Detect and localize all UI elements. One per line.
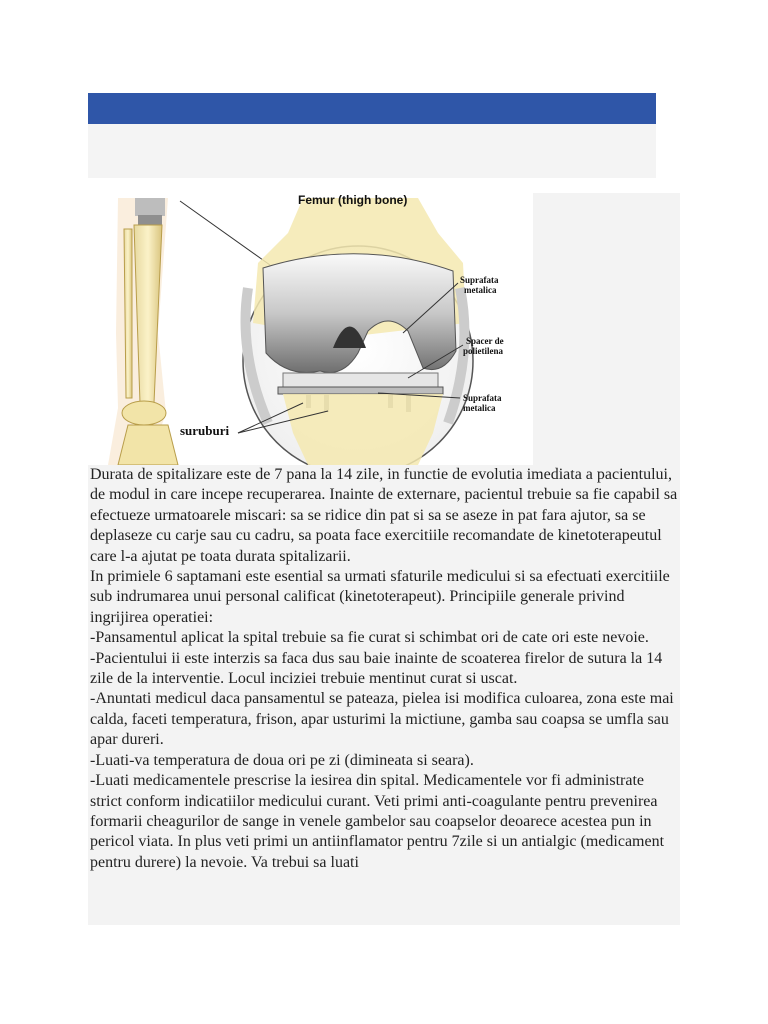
- femur-label: Femur (thigh bone): [298, 193, 408, 207]
- header-band: [88, 124, 656, 178]
- screws-label: suruburi: [180, 423, 230, 438]
- paragraph-first-weeks: In primiele 6 saptamani este esential sa urmati sfaturile medicului si sa efectuati exercitiile sub indrumarea unui personal calificat (kinetoterapeut). Principiile generale privind ingrijirea operatiei:: [90, 568, 670, 626]
- paragraph-shower: -Pacientului ii este interzis sa faca dus sau baie inainte de scoaterea firelor de sutura la 14 zile de la interventie. Locul inciziei trebuie mentinut curat si uscat.: [90, 649, 663, 688]
- knee-implant-figure: [88, 193, 680, 465]
- header-bar: [88, 93, 656, 124]
- article-body: [88, 465, 680, 925]
- paragraph-warning-signs: -Anuntati medicul daca pansamentul se pateaza, pielea isi modifica culoarea, zona este mai calda, faceti temperatura, frison, apar usturimi la mictiune, gamba sau coapsa se umfla sau apar dureri.: [90, 690, 674, 749]
- paragraph-medication: -Luati medicamentele prescrise la iesirea din spital. Medicamentele vor fi administrate strict conform indicatiilor medicului curant. Veti primi anti-coagulante pentru prevenirea formarii cheagurilor de sange in venele gambelor sau coapselor deoarece acestea pun in pericol viata. In plus veti primi un antiinflamator pentru 7zile si un antialgic (medicament pentru durere) la nevoie. Va trebui sa luati: [90, 772, 665, 871]
- paragraph-hospital-stay: Durata de spitalizare este de 7 pana la 14 zile, in functie de evolutia imediata a pacientului, de modul in care incepe recuperarea. Inainte de externare, pacientul trebuie sa fie capabil sa efectueze urmatoarele miscari: sa se ridice din pat si sa se aseze in pat fara ajutor, sa se deplaseze cu carje sau cu cadru, sa poata face exercitiile recomandate de kinetoterapeutul care l-a ajutat pe toata durata spitalizarii.: [90, 466, 678, 565]
- spacer-label-line2: polietilena: [463, 346, 503, 356]
- paragraph-temperature: -Luati-va temperatura de doua ori pe zi (dimineata si seara).: [90, 751, 474, 769]
- top-metal-label-line1: Suprafata: [460, 275, 499, 285]
- bottom-metal-label-line1: Suprafata: [463, 393, 502, 403]
- paragraph-dressing: -Pansamentul aplicat la spital trebuie sa fie curat si schimbat ori de cate ori este nevoie.: [90, 629, 649, 647]
- spacer-label-line1: Spacer de: [466, 336, 504, 346]
- knee-diagram: [88, 193, 680, 465]
- bottom-metal-label-line2: metalica: [463, 403, 496, 413]
- top-metal-label-line2: metalica: [464, 285, 497, 295]
